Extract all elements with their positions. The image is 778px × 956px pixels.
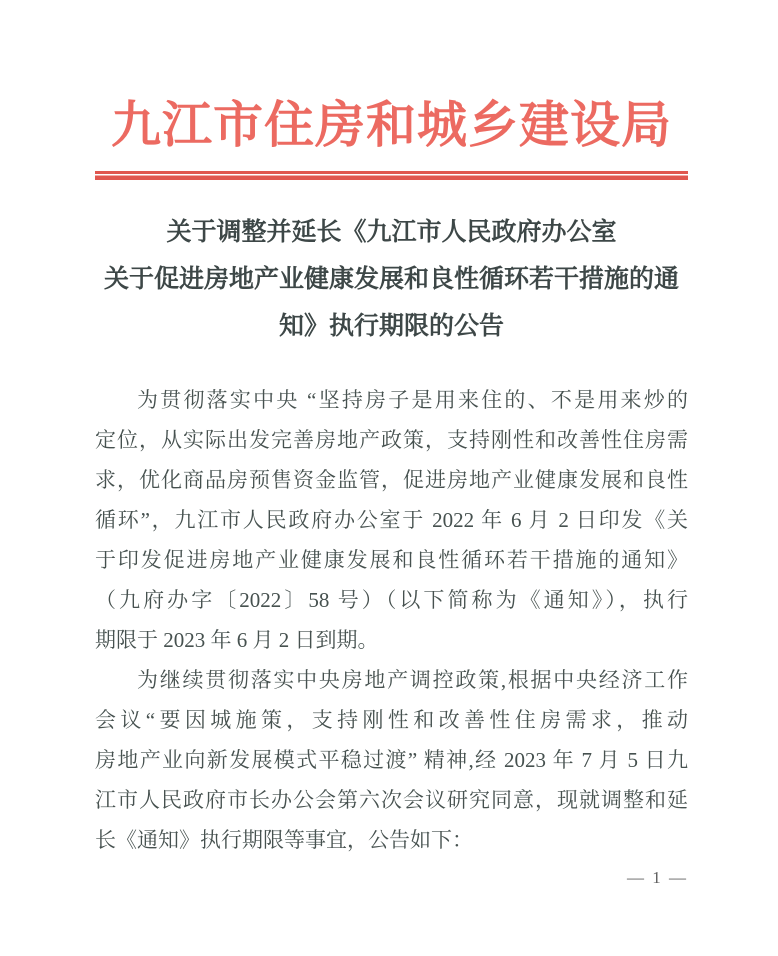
document-body [95, 380, 688, 860]
body-text-line: 期限于 2023 年 6 月 2 日到期。 [95, 628, 379, 652]
body-text-line: 定位，从实际出发完善房地产政策，支持刚性和改善性住房需 [95, 428, 688, 452]
document-title-line: 关于调整并延长《九江市人民政府办公室 [166, 218, 617, 246]
body-text-line: 循环”，九江市人民政府办公室于 2022 年 6 月 2 日印发《关 [95, 508, 688, 532]
body-text-line: 房地产业向新发展模式平稳过渡” 精神,经 2023 年 7 月 5 日九 [95, 748, 688, 772]
body-text-line: 于印发促进房地产业健康发展和良性循环若干措施的通知》 [95, 548, 688, 572]
body-paragraph [95, 380, 688, 660]
body-text-line: 求，优化商品房预售资金监管，促进房地产业健康发展和良性 [95, 468, 688, 492]
document-title [95, 209, 688, 350]
body-text-line: 江市人民政府市长办公会第六次会议研究同意，现就调整和延 [95, 788, 688, 812]
masthead-divider-rule [95, 171, 688, 180]
body-text-line: 长《通知》执行期限等事宜，公告如下： [95, 828, 473, 852]
body-text-line: 会议“要因城施策，支持刚性和改善性住房需求，推动 [95, 708, 688, 732]
body-text-line: （九府办字〔2022〕58 号）（以下简称为《通知》），执行 [95, 588, 688, 612]
document-title-line: 关于促进房地产业健康发展和良性循环若干措施的通 [103, 265, 679, 293]
body-paragraph [95, 660, 688, 860]
agency-masthead: 九江市住房和城乡建设局 [111, 97, 672, 153]
document-title-line: 知》执行期限的公告 [278, 312, 504, 340]
body-text-line: 为贯彻落实中央 “坚持房子是用来住的、不是用来炒的 [137, 388, 688, 412]
page-number: — 1 — [627, 868, 688, 887]
body-text-line: 为继续贯彻落实中央房地产调控政策,根据中央经济工作 [137, 668, 688, 692]
